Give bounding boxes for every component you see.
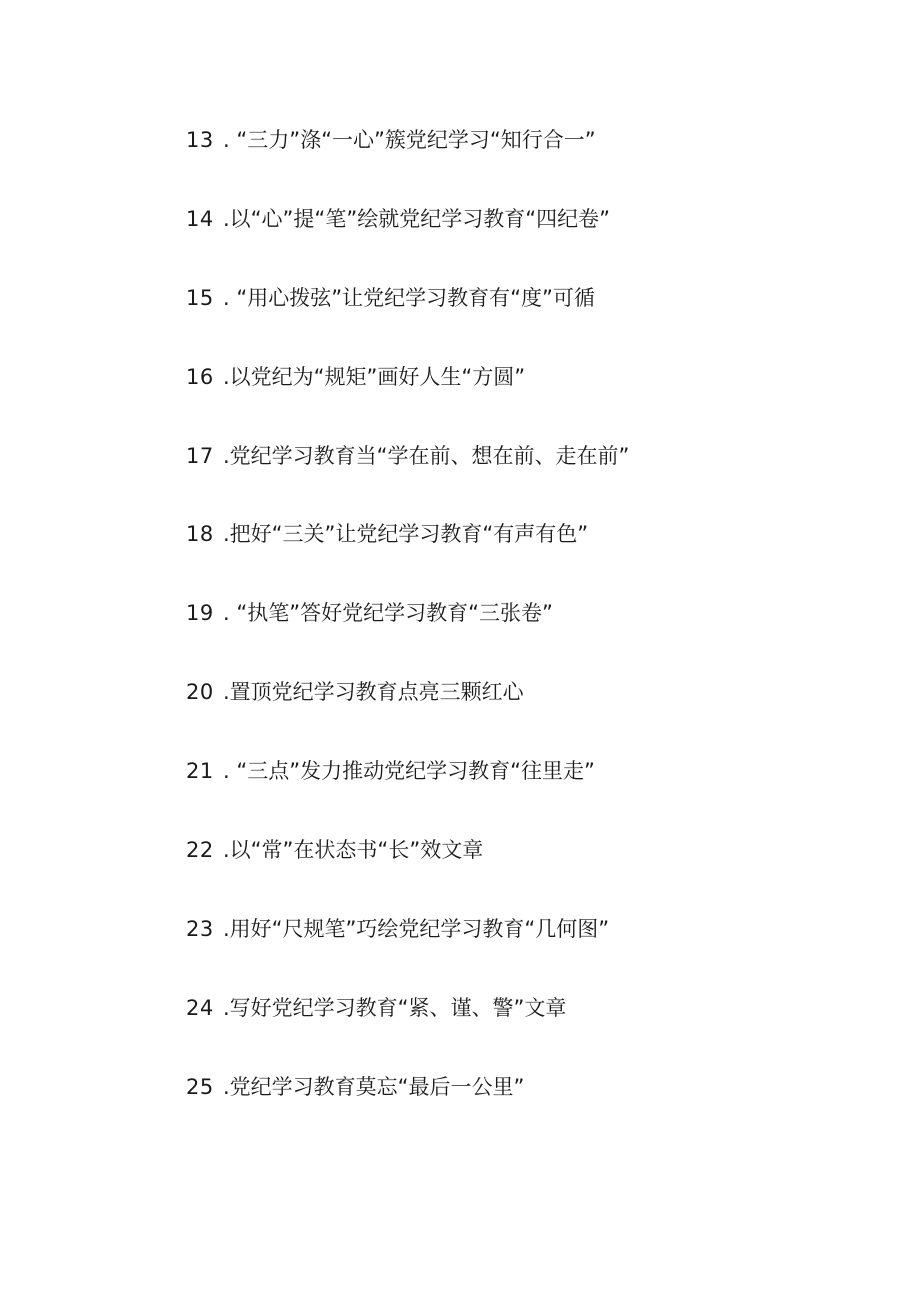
item-text: .写好党纪学习教育“紧、谨、警”文章 <box>223 995 567 1020</box>
item-number: 21 <box>186 759 214 784</box>
item-text: .党纪学习教育莫忘“最后一公里” <box>223 1074 525 1099</box>
item-text: . “用心拨弦”让党纪学习教育有“度”可循 <box>223 285 595 310</box>
list-item <box>186 361 629 440</box>
list-item <box>186 597 629 676</box>
list-item <box>186 834 629 913</box>
item-number: 24 <box>186 995 214 1020</box>
item-number: 18 <box>186 522 214 547</box>
item-text: . “三点”发力推动党纪学习教育“往里走” <box>223 759 595 784</box>
item-number: 25 <box>186 1074 214 1099</box>
list-item <box>186 440 629 519</box>
list-item <box>186 282 629 361</box>
item-text: .以党纪为“规矩”画好人生“方圆” <box>223 364 526 389</box>
item-text: .以“心”提“笔”绘就党纪学习教育“四纪卷” <box>223 206 610 231</box>
item-number: 16 <box>186 364 214 389</box>
item-number: 13 <box>186 128 214 152</box>
list-item <box>186 992 629 1071</box>
list-item <box>186 203 629 282</box>
item-number: 19 <box>186 601 214 626</box>
list-item <box>186 676 629 755</box>
item-number: 15 <box>186 285 214 310</box>
item-number: 14 <box>186 206 214 231</box>
item-number: 20 <box>186 680 214 705</box>
item-number: 17 <box>186 443 214 468</box>
item-text: .以“常”在状态书“长”效文章 <box>223 838 484 863</box>
item-number: 22 <box>186 838 214 863</box>
item-text: . “执笔”答好党纪学习教育“三张卷” <box>223 601 553 626</box>
list-item <box>186 124 629 203</box>
item-text: .把好“三关”让党纪学习教育“有声有色” <box>223 522 589 547</box>
item-text: .用好“尺规笔”巧绘党纪学习教育“几何图” <box>223 916 610 941</box>
item-text: . “三力”涤“一心”簇党纪学习“知行合一” <box>223 128 596 152</box>
list-item <box>186 1071 629 1150</box>
item-text: .党纪学习教育当“学在前、想在前、走在前” <box>223 443 630 468</box>
list-item <box>186 755 629 834</box>
title-list <box>186 124 629 1150</box>
item-number: 23 <box>186 916 214 941</box>
list-item <box>186 913 629 992</box>
list-item <box>186 518 629 597</box>
item-text: .置顶党纪学习教育点亮三颗红心 <box>223 680 524 705</box>
